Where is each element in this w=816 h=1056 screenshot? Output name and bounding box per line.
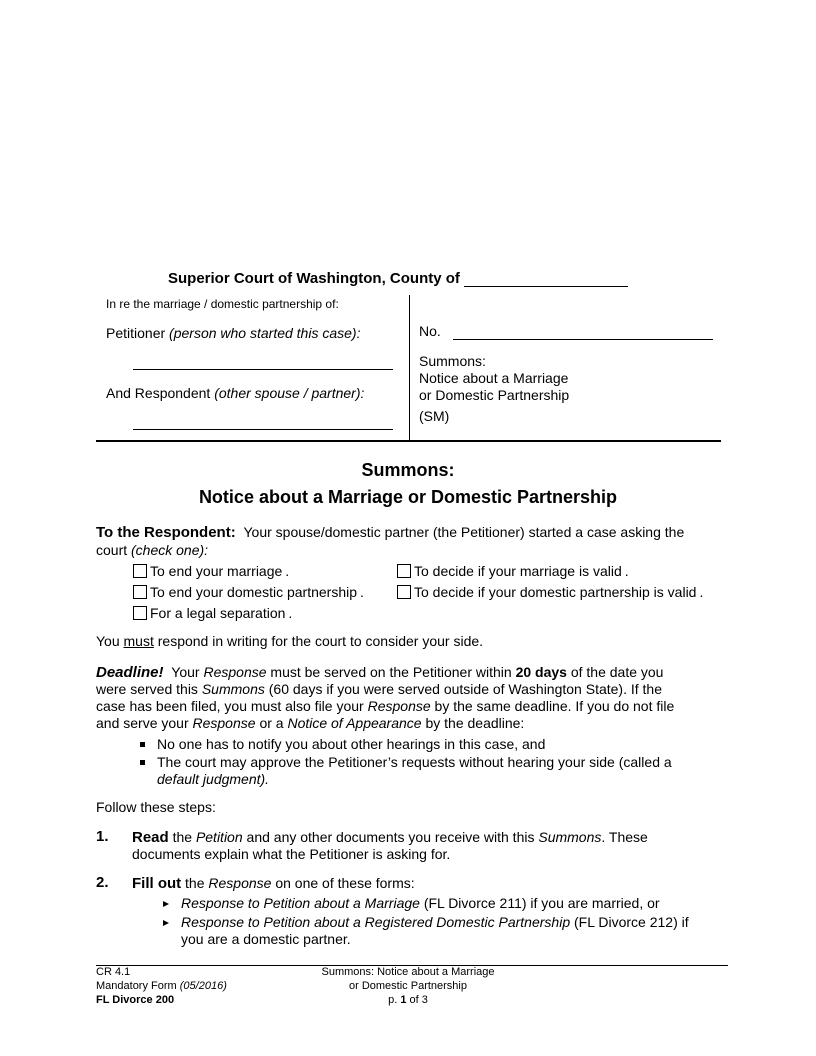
footer-mandatory-label: Mandatory Form bbox=[96, 980, 177, 992]
footer-doc-line2: or Domestic Partnership bbox=[349, 980, 467, 992]
checkbox-decide-partnership[interactable] bbox=[397, 585, 411, 599]
doc-title-line2: Notice about a Marriage bbox=[419, 370, 569, 386]
footer-page-number: 1 bbox=[400, 994, 407, 1006]
step-2-verb: Fill out bbox=[132, 875, 182, 892]
form-option-2-continuation: you are a domestic partner. bbox=[181, 931, 351, 947]
footer-form-id: FL Divorce 200 bbox=[96, 994, 175, 1006]
petitioner-label: Petitioner bbox=[106, 325, 166, 341]
response-term: Response bbox=[367, 698, 431, 714]
to-respondent-label: To the Respondent: bbox=[96, 524, 236, 541]
form-option-2 bbox=[163, 914, 689, 931]
notice-term: Notice of Appearance bbox=[287, 715, 422, 731]
arrow-bullet-icon bbox=[163, 901, 169, 907]
deadline-text: and serve your bbox=[96, 715, 189, 731]
intro-text1: Your spouse/domestic partner (the Petitioner) started a case asking the bbox=[243, 524, 685, 540]
page-title: Summons: bbox=[361, 460, 455, 480]
petition-term: Petition bbox=[195, 829, 243, 845]
step-2-line1 bbox=[132, 875, 415, 892]
must-post: respond in writing for the court to consider your side. bbox=[157, 633, 484, 649]
step-1-line1 bbox=[132, 829, 732, 846]
step-1-number: 1. bbox=[96, 828, 109, 845]
case-number-label: No. bbox=[419, 323, 441, 339]
form-desc: (FL Divorce 212) if bbox=[574, 914, 689, 930]
footer-doc-line1: Summons: Notice about a Marriage bbox=[321, 966, 495, 978]
bullet-text: The court may approve the Petitioner’s requests without hearing your side (called a bbox=[157, 754, 672, 770]
must-respond-line bbox=[96, 633, 483, 650]
deadline-text: (60 days if you were served outside of Washington State). If the bbox=[268, 681, 662, 697]
period: . bbox=[624, 563, 629, 579]
deadline-line2 bbox=[96, 681, 662, 698]
bullet-icon bbox=[140, 760, 145, 765]
check-one-note: (check one): bbox=[131, 542, 209, 558]
option-separation[interactable] bbox=[133, 605, 292, 622]
option-separation-label: For a legal separation bbox=[150, 605, 286, 621]
bullet-item bbox=[140, 736, 545, 753]
response-term: Response bbox=[203, 664, 267, 680]
footer-page-post: of 3 bbox=[409, 994, 428, 1006]
deadline-line4 bbox=[96, 715, 524, 732]
form-name: Response to Petition about a Marriage bbox=[181, 895, 420, 911]
respondent-note: (other spouse / partner): bbox=[214, 385, 365, 401]
court-title-text: Superior Court of Washington, County of bbox=[168, 270, 460, 287]
bullet-item bbox=[140, 754, 672, 771]
checkbox-end-partnership[interactable] bbox=[133, 585, 147, 599]
form-desc: (FL Divorce 211) if you are married, or bbox=[423, 895, 660, 911]
period: . bbox=[699, 584, 704, 600]
footer-page bbox=[300, 993, 516, 1007]
must-pre: You bbox=[96, 633, 120, 649]
deadline-label: Deadline! bbox=[96, 664, 164, 681]
arrow-bullet-icon bbox=[163, 920, 169, 926]
bullet-continuation: default judgment). bbox=[157, 771, 270, 787]
deadline-text: or a bbox=[259, 715, 284, 731]
summons-term: Summons bbox=[201, 681, 265, 697]
form-name: Response to Petition about a Registered Domestic Partnership bbox=[181, 914, 571, 930]
caption-left bbox=[96, 295, 408, 441]
footer-center bbox=[300, 965, 516, 1007]
page-subtitle: Notice about a Marriage or Domestic Partnership bbox=[198, 487, 618, 507]
checkbox-decide-marriage[interactable] bbox=[397, 564, 411, 578]
option-decide-partnership-label: To decide if your domestic partnership is valid bbox=[414, 584, 697, 600]
caption-divider bbox=[96, 440, 721, 442]
step-text: on one of these forms: bbox=[275, 875, 415, 891]
deadline-days: 20 days bbox=[515, 664, 567, 680]
summons-term: Summons bbox=[538, 829, 602, 845]
step-1-verb: Read bbox=[132, 829, 169, 846]
deadline-text: case has been filed, you must also file your bbox=[96, 698, 364, 714]
in-re-label: In re the marriage / domestic partnership of: bbox=[106, 297, 339, 311]
deadline-text: Your bbox=[171, 664, 200, 680]
response-term: Response bbox=[208, 875, 272, 891]
footer-code: CR 4.1 bbox=[96, 966, 131, 978]
checkbox-separation[interactable] bbox=[133, 606, 147, 620]
step-text: the bbox=[172, 829, 193, 845]
step-2-number: 2. bbox=[96, 874, 109, 891]
option-end-marriage-label: To end your marriage bbox=[150, 563, 283, 579]
petitioner-name-field[interactable] bbox=[133, 369, 393, 370]
doc-code: (SM) bbox=[419, 408, 450, 424]
deadline-line1 bbox=[96, 664, 736, 681]
period: . bbox=[360, 584, 364, 600]
deadline-text: were served this bbox=[96, 681, 198, 697]
intro-line1 bbox=[96, 524, 726, 541]
period: . bbox=[285, 563, 290, 579]
must-word: must bbox=[123, 633, 154, 649]
respondent-line bbox=[106, 385, 364, 402]
doc-title-line3: or Domestic Partnership bbox=[419, 387, 570, 403]
respondent-label: And Respondent bbox=[106, 385, 211, 401]
footer-mandatory bbox=[96, 979, 227, 993]
court-title bbox=[168, 270, 628, 287]
footer-left bbox=[96, 965, 227, 1007]
case-number-field[interactable] bbox=[453, 339, 713, 340]
deadline-text: by the same deadline. If you do not file bbox=[434, 698, 675, 714]
step-text: . These bbox=[601, 829, 648, 845]
county-field[interactable] bbox=[464, 286, 628, 287]
doc-title-line1: Summons: bbox=[419, 353, 486, 369]
deadline-text: by the deadline: bbox=[425, 715, 525, 731]
respondent-name-field[interactable] bbox=[133, 429, 393, 430]
bullet-text: No one has to notify you about other hearings in this case, and bbox=[157, 736, 546, 752]
footer-date: (05/2016) bbox=[179, 980, 227, 992]
deadline-text: of the date you bbox=[570, 664, 664, 680]
form-option-1 bbox=[163, 895, 660, 912]
petitioner-note: (person who started this case): bbox=[169, 325, 361, 341]
option-end-partnership-label: To end your domestic partnership bbox=[150, 584, 357, 600]
petitioner-line bbox=[106, 325, 360, 342]
step-text: the bbox=[185, 875, 205, 891]
bullet-icon bbox=[140, 742, 145, 747]
intro-line2 bbox=[96, 542, 208, 559]
caption-right bbox=[409, 295, 722, 441]
period: . bbox=[288, 605, 293, 621]
checkbox-end-marriage[interactable] bbox=[133, 564, 147, 578]
response-term: Response bbox=[192, 715, 256, 731]
option-decide-marriage[interactable] bbox=[397, 563, 629, 580]
footer-page-pre: p. bbox=[388, 994, 398, 1006]
deadline-text: must be served on the Petitioner within bbox=[270, 664, 512, 680]
deadline-line3 bbox=[96, 698, 674, 715]
intro-text2: court bbox=[96, 542, 128, 558]
option-decide-marriage-label: To decide if your marriage is valid bbox=[414, 563, 622, 579]
option-end-marriage[interactable] bbox=[133, 563, 289, 580]
option-end-partnership[interactable] bbox=[133, 584, 364, 601]
case-number-line bbox=[419, 323, 713, 340]
steps-intro: Follow these steps: bbox=[96, 799, 216, 815]
step-1-line2: documents explain what the Petitioner is asking for. bbox=[132, 846, 451, 862]
option-decide-partnership[interactable] bbox=[397, 584, 703, 601]
step-text: and any other documents you receive with this bbox=[246, 829, 535, 845]
